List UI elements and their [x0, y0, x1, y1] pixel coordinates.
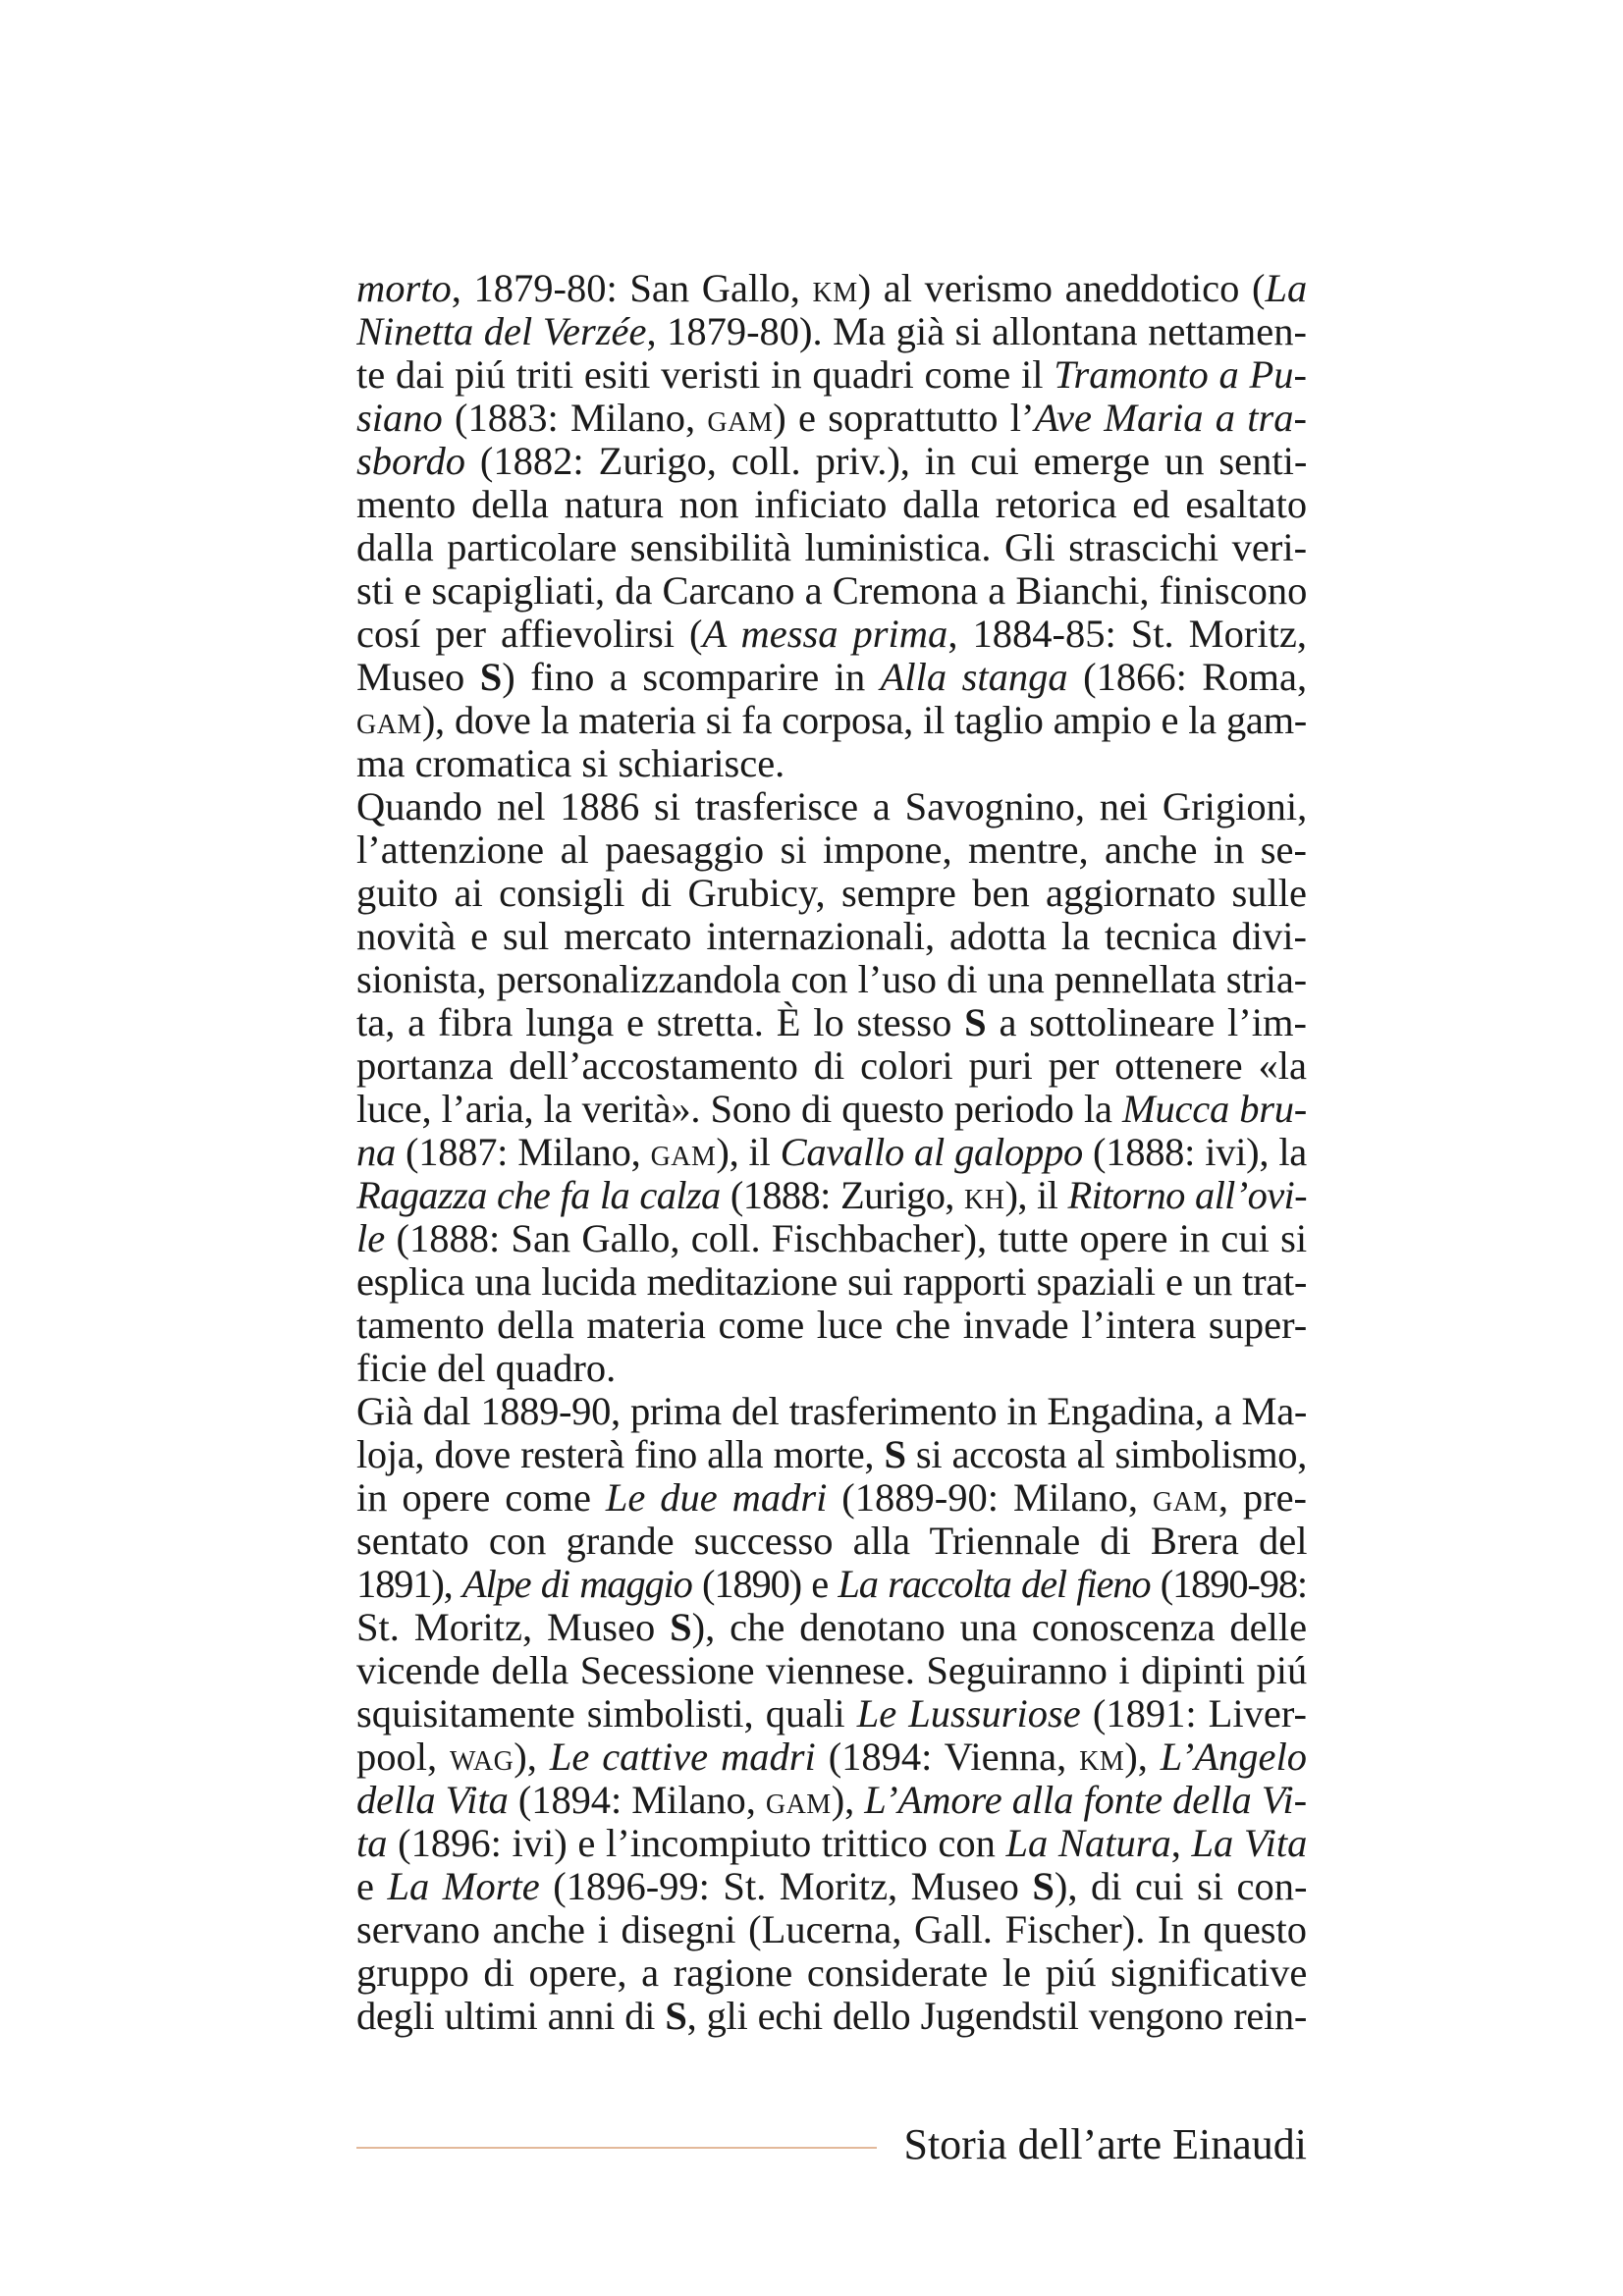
text-run: ), il — [1004, 1174, 1068, 1217]
text-run: , gli echi dello Jugendstil vengono rein- — [686, 1995, 1307, 2038]
text-run: ), dove la materia si fa corposa, il taglio ampio e la gam- — [421, 699, 1307, 742]
text-run: esplica una lucida meditazione sui rapporti spaziali e un trat- — [356, 1260, 1307, 1304]
italic-text: La Natura — [1005, 1822, 1171, 1865]
text-line — [356, 1995, 1307, 2038]
italic-text: Mucca bru- — [1122, 1088, 1307, 1131]
text-run: Quando nel 1886 si trasferisce a Savognino, nei Grigioni, — [356, 785, 1307, 828]
text-line — [356, 1347, 1307, 1390]
text-line — [356, 1476, 1307, 1520]
text-line — [356, 1692, 1307, 1735]
text-line — [356, 785, 1307, 828]
bold-text: S — [670, 1606, 692, 1649]
text-run: , — [1170, 1822, 1192, 1865]
text-line — [356, 1908, 1307, 1951]
text-run: (1890-98: — [1150, 1563, 1307, 1606]
text-run: ta, a fibra lunga e stretta. È lo stesso — [356, 1001, 965, 1044]
text-run: ), — [1124, 1735, 1161, 1779]
italic-text: La — [1265, 267, 1307, 310]
text-line — [356, 915, 1307, 958]
text-run: te dai piú triti esiti veristi in quadri come il — [356, 353, 1055, 397]
small-caps-text: km — [812, 267, 858, 310]
text-run: sti e scapigliati, da Carcano a Cremona a Bianchi, finiscono — [356, 569, 1307, 613]
text-run: gruppo di opere, a ragione considerate le piú significative — [356, 1951, 1307, 1995]
text-line — [356, 1649, 1307, 1692]
text-run: (1883: Milano, — [442, 397, 708, 440]
text-run: (1890) e — [691, 1563, 839, 1606]
text-run: ficie del quadro. — [356, 1347, 617, 1390]
italic-text: morto — [356, 267, 452, 310]
text-line — [356, 483, 1307, 526]
text-line — [356, 1131, 1307, 1174]
small-caps-text: gam — [1152, 1476, 1218, 1520]
text-run: ) e soprattutto l’ — [773, 397, 1035, 440]
text-line — [356, 872, 1307, 915]
small-caps-text: gam — [707, 397, 774, 440]
italic-text: Le due madri — [605, 1476, 828, 1520]
text-run: ), — [514, 1735, 550, 1779]
italic-text: siano — [356, 397, 443, 440]
text-run: sionista, personalizzandola con l’uso di una pennellata stria- — [356, 958, 1307, 1001]
italic-text: Ninetta del Verzée — [356, 310, 647, 353]
italic-text: La raccolta del fieno — [838, 1563, 1151, 1606]
text-run: loja, dove resterà fino alla morte, — [356, 1433, 885, 1476]
text-line — [356, 569, 1307, 613]
text-run: pool, — [356, 1735, 451, 1779]
italic-text: Ave Maria a tra- — [1034, 397, 1307, 440]
text-run: (1866: Roma, — [1067, 656, 1307, 699]
italic-text: le — [356, 1217, 386, 1260]
text-line — [356, 1304, 1307, 1347]
text-run: , pre- — [1217, 1476, 1307, 1520]
text-run: (1896-99: St. Moritz, Museo — [539, 1865, 1033, 1908]
text-run: , 1879-80). Ma già si allontana nettamen- — [646, 310, 1307, 353]
italic-text: La Vita — [1191, 1822, 1307, 1865]
italic-text: La Morte — [387, 1865, 540, 1908]
small-caps-text: wag — [450, 1735, 514, 1779]
small-caps-text: kh — [964, 1174, 1005, 1217]
text-line — [356, 1865, 1307, 1908]
text-line — [356, 1001, 1307, 1044]
text-run: luce, l’aria, la verità». Sono di questo periodo la — [356, 1088, 1123, 1131]
italic-text: Cavallo al galoppo — [780, 1131, 1083, 1174]
footer-rule — [356, 2147, 877, 2149]
text-run: St. Moritz, Museo — [356, 1606, 671, 1649]
text-line — [356, 1217, 1307, 1260]
text-line — [356, 1951, 1307, 1995]
text-run: ma cromatica si schiarisce. — [356, 742, 785, 785]
italic-text: na — [356, 1131, 396, 1174]
italic-text: Le Lussuriose — [856, 1692, 1081, 1735]
text-line — [356, 1044, 1307, 1088]
text-run: ) fino a scomparire in — [502, 656, 881, 699]
text-line — [356, 1520, 1307, 1563]
text-line — [356, 310, 1307, 353]
text-line — [356, 267, 1307, 310]
text-run: ), — [831, 1779, 865, 1822]
text-run: mento della natura non inficiato dalla retorica ed esaltato — [356, 483, 1307, 526]
text-line — [356, 1174, 1307, 1217]
text-run: (1888: Zurigo, — [720, 1174, 965, 1217]
text-run: ), che denotano una conoscenza delle — [691, 1606, 1307, 1649]
bold-text: S — [964, 1001, 987, 1044]
footer-title: Storia dell’arte Einaudi — [903, 2120, 1307, 2168]
italic-text: Alla stanga — [880, 656, 1068, 699]
text-run: (1896: ivi) e l’incompiuto trittico con — [387, 1822, 1006, 1865]
text-run: portanza dell’accostamento di colori puri per ottenere «la — [356, 1044, 1307, 1088]
text-run: (1894: Milano, — [508, 1779, 766, 1822]
text-run: squisitamente simbolisti, quali — [356, 1692, 857, 1735]
text-line — [356, 1433, 1307, 1476]
text-run: guito ai consigli di Grubicy, sempre ben aggiornato sulle — [356, 872, 1307, 915]
text-line — [356, 526, 1307, 569]
italic-text: L’Angelo — [1160, 1735, 1307, 1779]
text-line — [356, 1822, 1307, 1865]
text-line — [356, 1088, 1307, 1131]
italic-text: Le cattive madri — [549, 1735, 816, 1779]
italic-text: ta — [356, 1822, 388, 1865]
text-line — [356, 1606, 1307, 1649]
text-line — [356, 1735, 1307, 1779]
text-run: servano anche i disegni (Lucerna, Gall. Fischer). In questo — [356, 1908, 1307, 1951]
small-caps-text: gam — [356, 699, 422, 742]
text-line — [356, 440, 1307, 483]
text-run: vicende della Secessione viennese. Seguiranno i dipinti piú — [356, 1649, 1307, 1692]
text-run: Già dal 1889-90, prima del trasferimento in Engadina, a Ma- — [356, 1390, 1307, 1433]
bold-text: S — [1032, 1865, 1055, 1908]
text-run: , 1884-85: St. Moritz, — [947, 613, 1307, 656]
text-line — [356, 1779, 1307, 1822]
small-caps-text: gam — [765, 1779, 832, 1822]
italic-text: della Vita — [356, 1779, 509, 1822]
text-run: (1894: Vienna, — [815, 1735, 1080, 1779]
text-run: ), il — [716, 1131, 781, 1174]
italic-text: Alpe di maggio — [461, 1563, 692, 1606]
text-line — [356, 699, 1307, 742]
text-line — [356, 353, 1307, 397]
text-line — [356, 958, 1307, 1001]
text-run: e — [356, 1865, 388, 1908]
text-run: (1882: Zurigo, coll. priv.), in cui emerge un senti- — [465, 440, 1307, 483]
text-line — [356, 1563, 1307, 1606]
italic-text: L’Amore alla fonte della Vi- — [864, 1779, 1307, 1822]
text-run: , 1879-80: San Gallo, — [451, 267, 813, 310]
text-line — [356, 613, 1307, 656]
text-run: (1891: Liver- — [1080, 1692, 1307, 1735]
text-run: novità e sul mercato internazionali, adotta la tecnica divi- — [356, 915, 1307, 958]
text-run: (1887: Milano, — [395, 1131, 651, 1174]
text-run: in opere come — [356, 1476, 606, 1520]
text-run: ), di cui si con- — [1054, 1865, 1307, 1908]
body-text — [356, 267, 1307, 2038]
italic-text: Ritorno all’ovi- — [1067, 1174, 1307, 1217]
text-run: (1889-90: Milano, — [827, 1476, 1153, 1520]
small-caps-text: gam — [650, 1131, 717, 1174]
text-run: tamento della materia come luce che invade l’intera super- — [356, 1304, 1307, 1347]
text-run: Museo — [356, 656, 480, 699]
text-run: ) al verismo aneddotico ( — [857, 267, 1266, 310]
text-run: 1891), — [356, 1563, 462, 1606]
text-run: dalla particolare sensibilità luministica. Gli strascichi veri- — [356, 526, 1307, 569]
italic-text: Tramonto a Pu- — [1054, 353, 1307, 397]
italic-text: sbordo — [356, 440, 466, 483]
bold-text: S — [884, 1433, 906, 1476]
text-line — [356, 1260, 1307, 1304]
text-run: cosí per affievolirsi ( — [356, 613, 703, 656]
text-run: degli ultimi anni di — [356, 1995, 666, 2038]
italic-text: A messa prima — [702, 613, 948, 656]
text-line — [356, 742, 1307, 785]
text-line — [356, 397, 1307, 440]
bold-text: S — [479, 656, 503, 699]
small-caps-text: km — [1079, 1735, 1125, 1779]
text-run: (1888: San Gallo, coll. Fischbacher), tutte opere in cui si — [385, 1217, 1307, 1260]
text-run: (1888: ivi), la — [1082, 1131, 1307, 1174]
text-run: sentato con grande successo alla Triennale di Brera del — [356, 1520, 1307, 1563]
italic-text: Ragazza che fa la calza — [356, 1174, 721, 1217]
text-line — [356, 828, 1307, 872]
text-run: l’attenzione al paesaggio si impone, mentre, anche in se- — [356, 828, 1307, 872]
text-run: si accosta al simbolismo, — [905, 1433, 1307, 1476]
text-line — [356, 1390, 1307, 1433]
bold-text: S — [665, 1995, 687, 2038]
text-line — [356, 656, 1307, 699]
text-run: a sottolineare l’im- — [986, 1001, 1307, 1044]
